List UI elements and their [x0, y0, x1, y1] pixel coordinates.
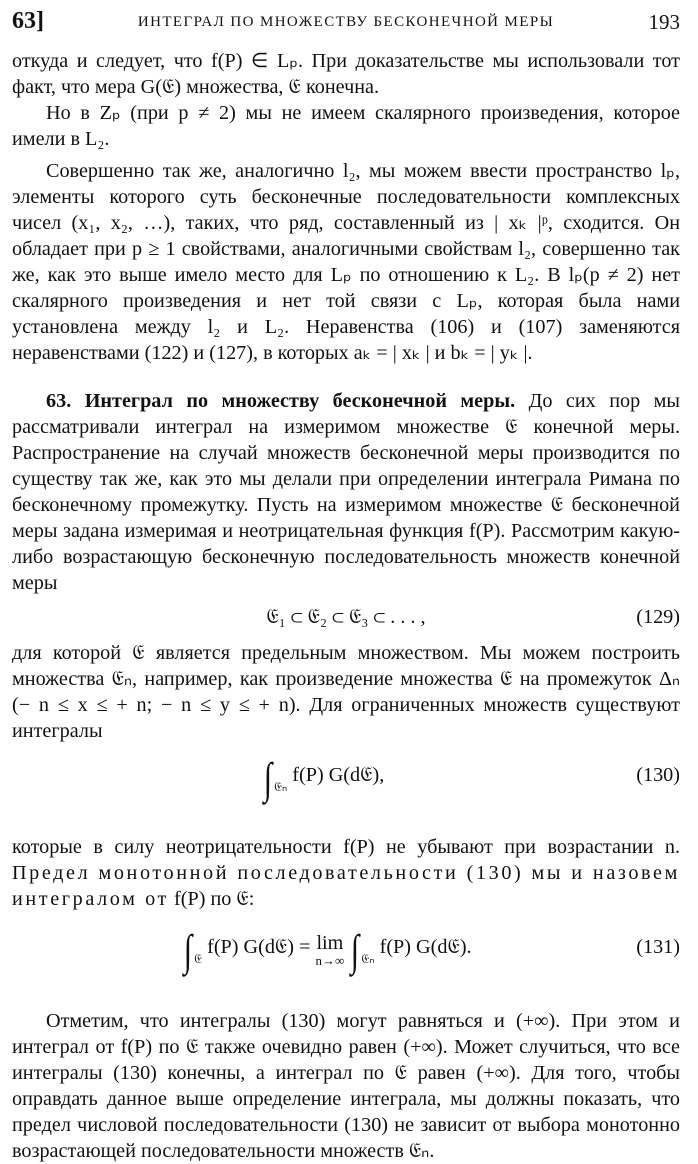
formula-130 [12, 744, 680, 834]
formula-129-body: 𝔈₁ ⊂ 𝔈₂ ⊂ 𝔈₃ ⊂ . . . , [266, 606, 426, 628]
paragraph-after-129: для которой 𝔈 является предельным множеством. Мы можем построить множества 𝔈ₙ, например, как произведение множества 𝔈 на промежуток Δₙ (− n ≤ x ≤ + n; − n ≤ y ≤ + n). Для ограниченных множеств существуют интегралы [12, 642, 680, 742]
formula-130-number: (130) [636, 764, 680, 786]
formula-131-number: (131) [636, 936, 680, 958]
limit-word: lim [316, 932, 344, 954]
rhs-integral-sign: ∫ [351, 926, 360, 975]
after-130-plain: которые в силу неотрицательности f(P) не убывают при возрастании n. [12, 836, 680, 858]
section-intro-text: До сих пор мы рассматривали интеграл на измеримом множестве 𝔈 конечной меры. Распространение на случай множеств бесконечной меры производится по существу так же, как это мы делали при определении интеграла Римана по бесконечному промежутку. Пусть на измеримом множестве 𝔈 бесконечной меры задана измеримая и неотрицательная функция f(P). Рассмотрим какую-либо возрастающую бесконечную последовательность множеств конечной меры [12, 390, 680, 594]
rhs-integral-subscript: 𝔈ₙ [361, 951, 375, 966]
page-number: 193 [648, 10, 680, 34]
final-paragraph: Отметим, что интегралы (130) могут равняться и (+∞). При этом и интеграл от f(P) по 𝔈 также очевидно равен (+∞). Может случиться, что все интегралы (130) конечны, а интеграл по 𝔈 равен (+∞). Для того, чтобы оправдать данное выше определение интеграла, мы должны показать, что предел числовой последовательности (130) не зависит от выбора монотонно возрастающей последовательности множеств 𝔈ₙ. [12, 1010, 680, 1162]
lhs-integral-subscript: 𝔈 [194, 951, 203, 966]
running-header [12, 8, 680, 38]
formula-129 [12, 596, 680, 640]
paragraph-3: Совершенно так же, аналогично l₂, мы можем ввести пространство lₚ, элементы которого суть бесконечные последовательности комплексных чисел (x₁, x₂, …), таких, что ряд, составленный из | xₖ |ᵖ, сходится. Он обладает при p ≥ 1 свойствами, аналогичными свойствам l₂, совершенно так же, как это выше имело место для Lₚ по отношению к L₂. В lₚ(p ≠ 2) нет скалярного произведения и нет той связи с Lₚ, которая была нами установлена между l₂ и L₂. Неравенства (106) и (107) заменяются неравенствами (122) и (127), в которых aₖ = | xₖ | и bₖ = | yₖ |. [12, 160, 680, 364]
integral-subscript: 𝔈ₙ [274, 779, 288, 794]
header-section-number: 63] [12, 8, 44, 34]
section-number: 63. [46, 390, 72, 412]
definition-emphasis: Предел монотонной последовательности (130) мы и назовем интегралом от [12, 862, 680, 910]
integrand: f(P) G(d𝔈), [292, 764, 385, 786]
paragraph-after-130 [12, 834, 680, 912]
section-title: Интеграл по множеству бесконечной меры. [84, 390, 516, 412]
after-130-tail: f(P) по 𝔈: [174, 888, 255, 910]
lhs-integral-sign: ∫ [183, 926, 193, 975]
paragraph-2: Но в Zₚ (при p ≠ 2) мы не имеем скалярного произведения, которое имели в L₂. [12, 102, 680, 150]
header-title: ИНТЕГРАЛ ПО МНОЖЕСТВУ БЕСКОНЕЧНОЙ МЕРЫ [137, 14, 555, 30]
integral-sign: ∫ [263, 754, 273, 803]
formula-131 [12, 912, 680, 1008]
formula-129-number: (129) [636, 606, 680, 628]
lhs-integrand: f(P) G(d𝔈) = [207, 936, 311, 958]
section-63-intro [12, 388, 680, 596]
limit [316, 932, 345, 968]
rhs-integrand: f(P) G(d𝔈). [379, 936, 472, 958]
page-body [12, 48, 680, 1164]
paragraph-1: откуда и следует, что f(P) ∈ Lₚ. При доказательстве мы использовали тот факт, что мера G(𝔈) множества, 𝔈 конечна. [12, 50, 680, 98]
limit-subscript: n→∞ [315, 953, 345, 968]
